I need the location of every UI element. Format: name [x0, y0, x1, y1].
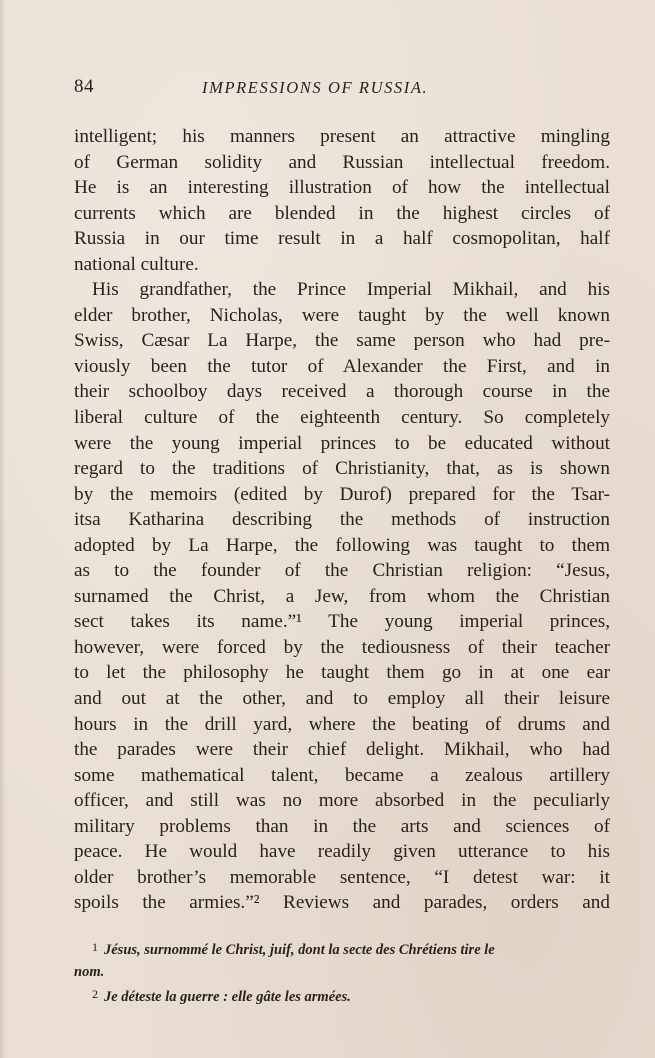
- text-line: older brother’s memorable sentence, “I detest war: it: [74, 866, 610, 888]
- text-line: intelligent; his manners present an attractive mingling: [74, 126, 610, 147]
- text-line: Swiss, Cæsar La Harpe, the same person who had pre-: [74, 330, 610, 352]
- text-line: by the memoirs (edited by Durof) prepared for the Tsar-: [74, 483, 610, 505]
- page-edge-shadow: [0, 0, 6, 1058]
- text-line: regard to the traditions of Christianity, that, as is shown: [74, 458, 610, 480]
- text-line: He is an interesting illustration of how the intellectual: [74, 177, 610, 199]
- footnote-1: [74, 936, 610, 961]
- text-line: their schoolboy days received a thorough course in the: [74, 381, 610, 403]
- text-line: and out at the other, and to employ all their leisure: [74, 688, 610, 710]
- text-line: currents which are blended in the highest circles of: [74, 202, 610, 224]
- text-line: spoils the armies.”² Reviews and parades, orders and: [74, 892, 610, 914]
- page-header: [74, 76, 610, 102]
- running-title: IMPRESSIONS OF RUSSIA.: [202, 78, 429, 97]
- footnote-2: [74, 983, 610, 1008]
- text-line: as to the founder of the Christian religion: “Jesus,: [74, 560, 610, 582]
- text-line: some mathematical talent, became a zealous artillery: [74, 764, 610, 786]
- footnote-2-mark: 2: [92, 987, 98, 1001]
- text-line: the parades were their chief delight. Mikhail, who had: [74, 739, 610, 761]
- text-line: military problems than in the arts and sciences of: [74, 815, 610, 837]
- footnotes: [74, 936, 610, 1008]
- footnote-2-text: Je déteste la guerre : elle gâte les armées.: [104, 989, 351, 1005]
- page-number: 84: [74, 76, 94, 97]
- text-line: of German solidity and Russian intellectual freedom.: [74, 151, 610, 173]
- footnote-1-text: Jésus, surnommé le Christ, juif, dont la secte des Chrétiens tire le: [104, 942, 495, 958]
- text-line: itsa Katharina describing the methods of instruction: [74, 509, 610, 531]
- text-line: Russia in our time result in a half cosmopolitan, half: [74, 228, 610, 250]
- text-line: viously been the tutor of Alexander the First, and in: [74, 355, 610, 377]
- footnote-1-continuation: nom.: [74, 964, 105, 980]
- text-line: officer, and still was no more absorbed in the peculiarly: [74, 790, 610, 812]
- text-line: His grandfather, the Prince Imperial Mikhail, and his: [92, 279, 610, 301]
- text-line: sect takes its name.”¹ The young imperial princes,: [74, 611, 610, 633]
- text-line: hours in the drill yard, where the beating of drums and: [74, 713, 610, 735]
- text-line: adopted by La Harpe, the following was taught to them: [74, 534, 610, 556]
- text-line: were the young imperial princes to be educated without: [74, 432, 610, 454]
- text-line: elder brother, Nicholas, were taught by the well known: [74, 304, 610, 326]
- text-line: national culture.: [74, 253, 199, 275]
- text-line: to let the philosophy he taught them go in at one ear: [74, 662, 610, 684]
- body-text: [74, 124, 610, 916]
- text-line: peace. He would have readily given utterance to his: [74, 841, 610, 863]
- text-line: however, were forced by the tediousness of their teacher: [74, 636, 610, 658]
- text-line: surnamed the Christ, a Jew, from whom the Christian: [74, 585, 610, 607]
- footnote-1-mark: 1: [92, 940, 98, 954]
- text-line: liberal culture of the eighteenth century. So completely: [74, 407, 610, 429]
